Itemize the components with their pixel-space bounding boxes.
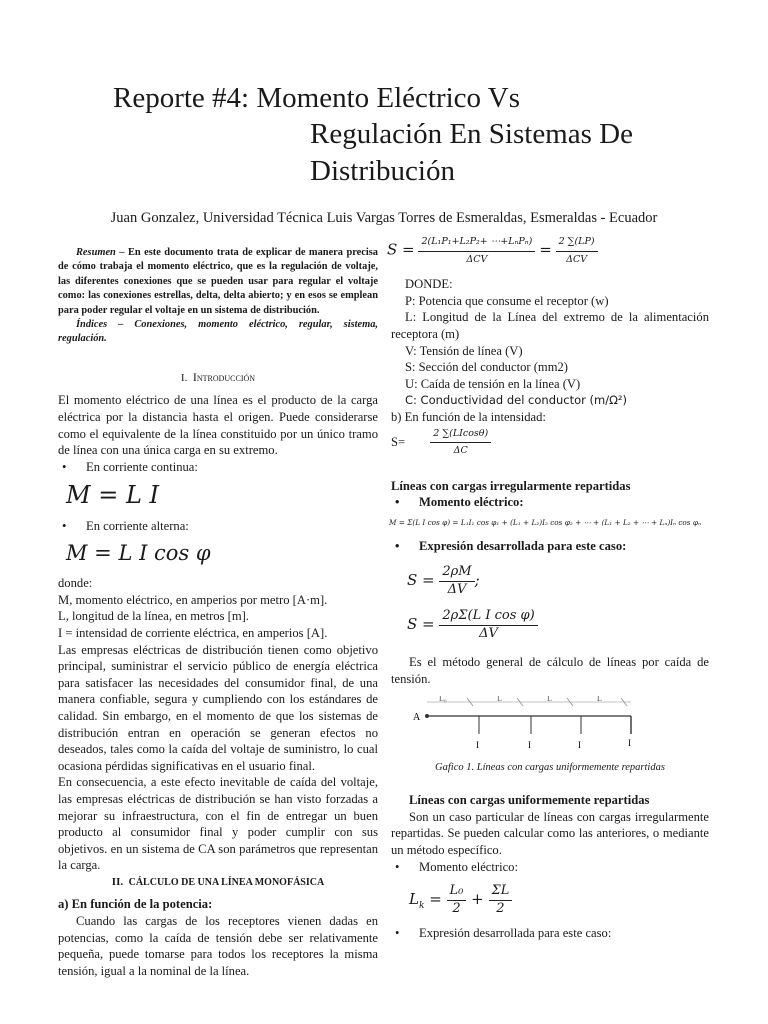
- method-paragraph: Es el método general de cálculo de líneas por caída de tensión.: [391, 655, 709, 687]
- eq-top-numerator-2: 2 ∑(LP): [556, 234, 598, 252]
- abstract: [58, 246, 378, 318]
- def-v: V: Tensión de línea (V): [405, 343, 523, 358]
- section-1-number: I.: [180, 371, 188, 384]
- diagram-seg-label-3: L: [597, 695, 602, 703]
- title-line-1: Reporte #4: Momento Eléctrico Vs: [113, 82, 520, 114]
- abstract-label: Resumen: [76, 247, 116, 258]
- diagram-seg-label-1: L: [497, 695, 502, 703]
- section-1-title: Introducción: [192, 369, 256, 384]
- eq-lk-den-1: 2: [452, 900, 461, 916]
- title-line-2: Regulación En Sistemas De: [310, 118, 633, 150]
- intro-paragraph-3: En consecuencia, a este efecto inevitable de caída del voltaje, las empresas eléctricas de distribución se han visto forzadas a mejorar su infraestructura, con el fin de entregar un buen producto al consumidor final y poder cumplir con sus objetivos. en un sistema de CA son parámetros que representan la carga.: [58, 775, 378, 873]
- section-2-number: II.: [111, 875, 124, 888]
- eq-b-denominator: ΔC: [453, 445, 468, 457]
- diagram-load-label-4: I: [628, 737, 631, 748]
- donde-right: DONDE:: [405, 277, 453, 292]
- equation-s-current: [391, 426, 709, 460]
- index-terms-text: Índices – Conexiones, momento eléctrico, regular, sistema, regulación.: [58, 319, 378, 345]
- section-2-title: CÁLCULO DE UNA LÍNEA MONOFÁSICA: [128, 876, 325, 888]
- title-line-3: Distribución: [310, 155, 455, 187]
- eq-lk-num-1: L₀: [447, 883, 467, 901]
- eq-s1-denominator: ΔV: [447, 581, 467, 597]
- line-diagram: [409, 696, 649, 756]
- diagram-seg-label-2: L: [547, 695, 552, 703]
- section-2-heading: [58, 874, 378, 892]
- diagram-load-label-3: I: [578, 739, 581, 750]
- uniform-paragraph: Son un caso particular de líneas con cargas irregularmente repartidas. Se pueden calcular como las anteriores, o mediante un método específico.: [391, 809, 709, 858]
- eq-s2-numerator: 2ρΣ(L I cos φ): [439, 608, 537, 626]
- figure-caption: Gafico 1. Líneas con cargas uniformemente repartidas: [435, 761, 665, 773]
- section-2-paragraph: Cuando las cargas de los receptores vienen dadas en potencias, como la caída de tensión debe ser relativamente pequeña, puede tomarse para todos los receptores la misma tensión, igual a la nominal de la línea.: [58, 914, 378, 978]
- heading-irregular: Líneas con cargas irregularmente repartidas: [391, 478, 631, 493]
- section-1-heading: [58, 369, 378, 387]
- bullet-ac: • En corriente alterna:: [58, 518, 378, 535]
- eq-b-lhs: S=: [391, 434, 406, 449]
- eq-top-numerator: 2(L₁P₁+L₂P₂+ ⋯+LₙPₙ): [418, 234, 535, 252]
- left-column: [58, 246, 378, 979]
- eq-lk-den-2: 2: [496, 900, 505, 916]
- bullet-moment: • Momento eléctrico:: [391, 494, 709, 511]
- bullet-expression-2: • Expresión desarrollada para este caso:: [391, 925, 709, 942]
- diagram-node-label: A: [413, 711, 421, 723]
- def-u: U: Caída de tensión en la línea (V): [405, 376, 581, 391]
- eq-s1-numerator: 2ρM: [439, 564, 474, 582]
- equation-s-rho-sum: S = $\frac{\text{2ρΣ(L I cos φ)}}{\Delta V}$: [407, 608, 709, 642]
- abstract-text: – En este documento trata de explicar de manera precisa de cómo trabaja el momento eléctrico, que es la regulación de voltaje, las diferentes conexiones que se pueden usar para regular el voltaje como: las conexiones estrellas, delta, delta abierto; y en esos se emplean para poder regular el voltaje en un sistema de distribución.: [58, 247, 378, 316]
- diagram-load-label-1: I: [476, 739, 479, 750]
- bullet-expression: • Expresión desarrollada para este caso:: [391, 538, 709, 555]
- bullet-dc: • En corriente continua:: [58, 459, 378, 476]
- eq-s2-denominator: ΔV: [479, 625, 498, 641]
- eq-top-denominator-2: ΔCV: [566, 253, 588, 265]
- right-column: [387, 234, 709, 942]
- def-s: S: Sección del conductor (mm2): [405, 360, 568, 375]
- equation-ac: M = L I cos φ: [66, 540, 211, 565]
- subsection-b: b) En función de la intensidad:: [391, 409, 546, 424]
- bullet-moment-2: • Momento eléctrico:: [391, 859, 709, 876]
- diagram-load-label-2: I: [528, 739, 531, 750]
- equation-dc: M = L I: [66, 481, 159, 510]
- authors: Juan Gonzalez, Universidad Técnica Luis Vargas Torres de Esmeraldas, Esmeraldas - Ecuador: [110, 210, 658, 226]
- diagram-seg-label-0: L₀: [439, 695, 447, 703]
- intro-paragraph-2: Las empresas eléctricas de distribución tienen como objetivo principal, suministrar el servicio público de energía eléctrica para satisfacer las necesidades del consumidor final, de una manera confiable, segura y cumpliendo con los estándares de calidad. Sin embargo, en el momento de que los sistemas de distribución entran en operación se generan efectos no deseados, tales como la caída del voltaje de suministro, lo cual ocasiona pérdidas significativas en el usuario final.: [58, 642, 378, 773]
- index-terms: [58, 318, 378, 347]
- intro-paragraph-1: El momento eléctrico de una línea es el producto de la carga eléctrica por la distancia hasta el origen. Puede considerarse como el equivalente de la línea constituido por un único tramo de línea con una única carga en su extremo.: [58, 393, 378, 458]
- def-p: P: Potencia que consume el receptor (w): [405, 293, 609, 308]
- def-m: M, momento eléctrico, en amperios por metro [A·m].: [58, 592, 328, 607]
- diagram-node: [425, 714, 429, 718]
- def-c: C: Conductividad del conductor (m/Ω²): [405, 393, 627, 408]
- eq-b-numerator: 2 ∑(LIcosθ): [430, 426, 491, 444]
- subsection-a: a) En función de la potencia:: [58, 897, 213, 912]
- donde-label: donde:: [58, 576, 93, 591]
- eq-top-denominator: ΔCV: [466, 253, 488, 265]
- def-i: I = intensidad de corriente eléctrica, en amperios [A].: [58, 625, 328, 640]
- def-l-right: L: Longitud de la Línea del extremo de la alimentación receptora (m): [391, 310, 709, 341]
- def-l: L, longitud de la línea, en metros [m].: [58, 609, 249, 624]
- equation-lk: $L_k$ = $\frac{\text{L₀}}{2}$ + $\frac{\Sigma L}{2}$: [409, 883, 709, 917]
- eq-lk-num-2: ΣL: [489, 883, 513, 901]
- heading-uniform: Líneas con cargas uniformemente repartidas: [409, 793, 650, 808]
- equation-s-power: S = $\frac{\text{2(L₁P₁+L₂P₂+ ⋯+LₙPₙ)}}{\text{ΔCV}}$ = $\frac{2 \sum(LP)}{\text{ΔCV}}$: [387, 234, 709, 268]
- equation-s-rho-m: S = $\frac{2\rho M}{\Delta V}$ ;: [407, 564, 480, 597]
- equation-moment-irregular: M = Σ(L I cos φ) = L₁I₁ cos φ₁ + (L₁ + L₂)I₂ cos φ₂ + ⋯ + (L₁ + L₂ + ⋯ + Lₙ)Iₙ cos φₙ: [389, 517, 701, 527]
